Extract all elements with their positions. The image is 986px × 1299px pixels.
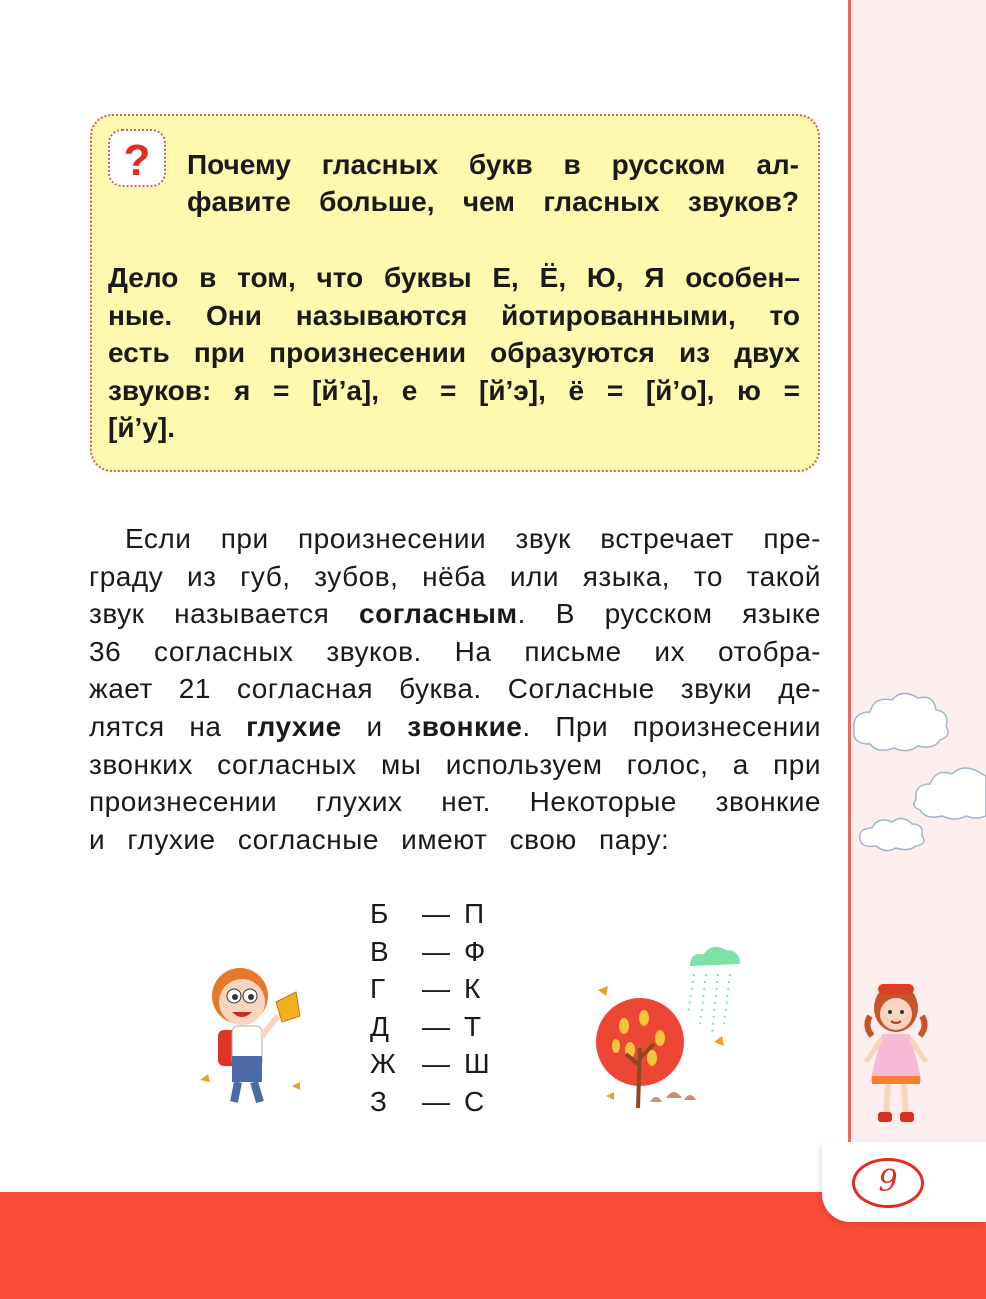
voiced-letter: З	[370, 1085, 387, 1117]
voiceless-letter: Ш	[464, 1048, 490, 1080]
pair-row	[370, 933, 490, 971]
text-run: звук называется	[89, 598, 360, 630]
dash: —	[422, 1010, 450, 1042]
page-number: 9	[852, 1158, 924, 1208]
pair-row	[370, 1083, 490, 1121]
voiced-letter: Г	[370, 973, 386, 1005]
voiceless-letter: Ф	[464, 935, 486, 967]
paragraph-line: граду из губ, зубов, нёба или языка, то такой	[89, 560, 821, 592]
pair-row	[370, 1045, 490, 1083]
text-run: и	[341, 710, 408, 742]
paragraph-line: и глухие согласные имеют свою пару:	[89, 823, 670, 855]
text-run: . При произнесении	[522, 710, 821, 742]
main-paragraph	[89, 520, 821, 858]
paragraph-line: звонких согласных мы используем голос, а при	[89, 748, 821, 780]
question-mark-icon	[110, 131, 168, 189]
svg-text:?: ?	[123, 136, 151, 185]
answer-line: звуков: я = [й’а], е = [й’э], ё = [й’о], ю =	[108, 374, 800, 406]
voiced-letter: Б	[370, 898, 389, 929]
pair-row	[370, 970, 490, 1008]
dash: —	[422, 973, 450, 1005]
answer-line: ные. Они называются йотированными, то	[108, 299, 800, 331]
question-line-1: Почему гласных букв в русском ал-	[187, 149, 799, 180]
box-question	[187, 146, 799, 220]
paragraph-line: жает 21 согласная буква. Согласные звуки де-	[89, 673, 821, 705]
voiced-letter: Ж	[370, 1048, 396, 1080]
text-run: лятся на	[89, 710, 247, 742]
text-run: . В русском языке	[517, 598, 821, 630]
voiceless-letter: К	[464, 973, 481, 1005]
voiceless-letter: Т	[464, 1010, 482, 1042]
pair-row	[370, 895, 490, 933]
question-line-2: фавите больше, чем гласных звуков?	[187, 186, 799, 217]
voiceless-letter: П	[464, 898, 485, 929]
paragraph-line	[89, 595, 821, 633]
paragraph-line: Если при произнесении звук встречает пре-	[125, 523, 821, 554]
voiced-letter: Д	[370, 1010, 389, 1042]
paragraph-line: 36 согласных звуков. На письме их отобра-	[89, 635, 821, 667]
autumn-tree-illustration	[594, 946, 750, 1112]
girl-illustration	[856, 980, 936, 1128]
boy-with-bell-illustration	[196, 960, 308, 1110]
right-margin-line	[848, 0, 851, 1150]
box-answer	[108, 259, 800, 447]
answer-line: есть при произнесении образуются из двух	[108, 337, 800, 368]
term-voiceless: глухие	[246, 710, 342, 742]
dash: —	[422, 898, 450, 929]
answer-line: [й’у].	[108, 412, 175, 443]
clouds-illustration	[850, 680, 986, 870]
paragraph-line: произнесении глухих нет. Некоторые звонкие	[89, 786, 821, 818]
dash: —	[422, 1048, 450, 1080]
dash: —	[422, 1085, 450, 1117]
term-consonant: согласным	[359, 598, 518, 630]
voiced-letter: В	[370, 935, 389, 967]
term-voiced: звонкие	[407, 710, 523, 742]
answer-line: Дело в том, что буквы Е, Ё, Ю, Я особен–	[108, 262, 800, 293]
voiceless-letter: С	[464, 1085, 485, 1117]
dash: —	[422, 935, 450, 967]
pair-row	[370, 1008, 490, 1046]
paragraph-line	[89, 708, 821, 746]
consonant-pairs	[370, 895, 490, 1121]
question-badge	[108, 129, 166, 187]
